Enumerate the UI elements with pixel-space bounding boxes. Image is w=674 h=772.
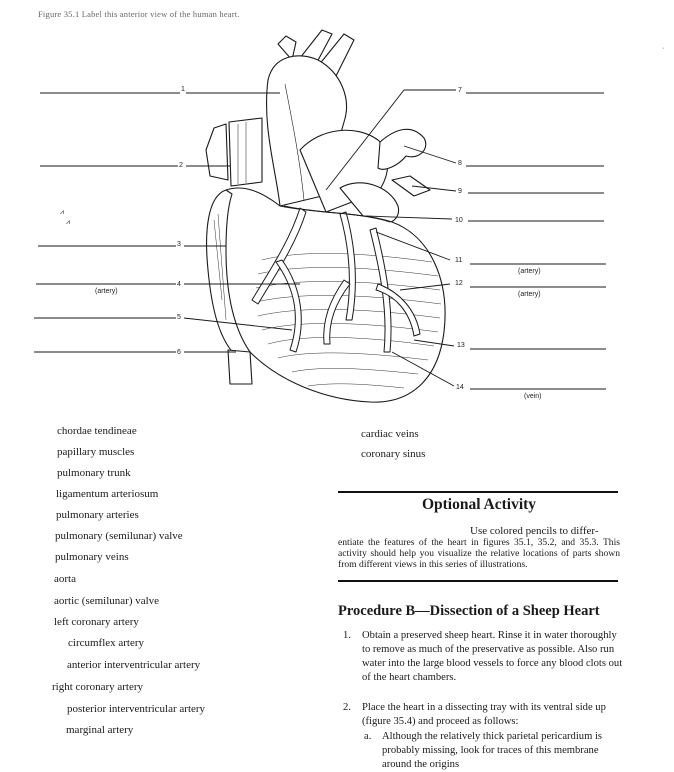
qualifier-artery-11: (artery) <box>518 268 541 275</box>
term-item: posterior interventricular artery <box>67 703 206 715</box>
label-number-13: 13 <box>457 342 465 349</box>
term-item: marginal artery <box>66 724 134 736</box>
label-number-8: 8 <box>458 160 462 167</box>
step-number: 1. <box>343 630 351 641</box>
stray-mark: ⩘ <box>60 209 64 216</box>
label-number-6: 6 <box>177 349 181 356</box>
term-item: papillary muscles <box>57 446 135 458</box>
label-number-1: 1 <box>181 86 185 93</box>
substep-letter: a. <box>364 731 372 742</box>
procedure-substep <box>364 730 622 772</box>
term-item: ligamentum arteriosum <box>56 488 159 500</box>
term-item: left coronary artery <box>54 616 139 628</box>
optional-activity-text <box>338 526 620 570</box>
qualifier-artery-left: (artery) <box>95 288 118 295</box>
step-text: Place the heart in a dissecting tray with its ventral side up (figure 35.4) and proceed as follows: <box>362 702 606 727</box>
term-item: right coronary artery <box>52 681 144 693</box>
term-item: pulmonary arteries <box>56 509 139 521</box>
label-number-12: 12 <box>455 280 463 287</box>
procedure-step <box>343 629 625 685</box>
step-text: Obtain a preserved sheep heart. Rinse it in water thoroughly to remove as much of the preservative as possible. Also run water into the large blood vessels to force any blood clots out of the heart chambers. <box>362 630 623 683</box>
optional-top-rule <box>338 491 618 493</box>
term-item: pulmonary veins <box>55 551 129 563</box>
substep-text: Although the relatively thick parietal pericardium is probably missing, look for traces of this membrane around the origins <box>382 731 603 770</box>
label-number-3: 3 <box>177 241 181 248</box>
optional-activity-title: Optional Activity <box>421 496 537 513</box>
label-number-14: 14 <box>456 384 464 391</box>
procedure-title: Procedure B—Dissection of a Sheep Heart <box>338 603 600 619</box>
term-item: pulmonary (semilunar) valve <box>55 530 183 542</box>
label-number-2: 2 <box>179 162 183 169</box>
qualifier-artery-12: (artery) <box>518 291 541 298</box>
term-item: aortic (semilunar) valve <box>54 595 160 607</box>
term-item: pulmonary trunk <box>57 467 131 479</box>
label-number-5: 5 <box>177 314 181 321</box>
qualifier-vein-14: (vein) <box>524 393 542 400</box>
label-number-10: 10 <box>455 217 463 224</box>
label-number-7: 7 <box>458 87 462 94</box>
stray-mark: ⩘ <box>66 219 70 226</box>
optional-bottom-rule <box>338 580 618 582</box>
label-number-11: 11 <box>455 257 463 264</box>
label-number-4: 4 <box>177 281 181 288</box>
term-item: chordae tendineae <box>57 425 137 437</box>
label-number-9: 9 <box>458 188 462 195</box>
term-item: circumflex artery <box>68 637 145 649</box>
term-item: anterior interventricular artery <box>67 659 201 671</box>
optional-activity-body: entiate the features of the heart in figures 35.1, 35.2, and 35.3. This activity should help you visualize the relative locations of parts shown from different views in this series of illustrations. <box>338 537 620 570</box>
stray-mark: · <box>662 45 665 52</box>
procedure-step <box>343 701 625 729</box>
step-number: 2. <box>343 702 351 713</box>
term-item: coronary sinus <box>361 448 426 460</box>
term-item: cardiac veins <box>361 428 419 440</box>
heart-illustration <box>206 30 445 402</box>
optional-activity-first-line: Use colored pencils to differ- <box>470 525 599 537</box>
figure-caption: Figure 35.1 Label this anterior view of the human heart. <box>38 9 240 19</box>
term-item: aorta <box>54 573 76 585</box>
